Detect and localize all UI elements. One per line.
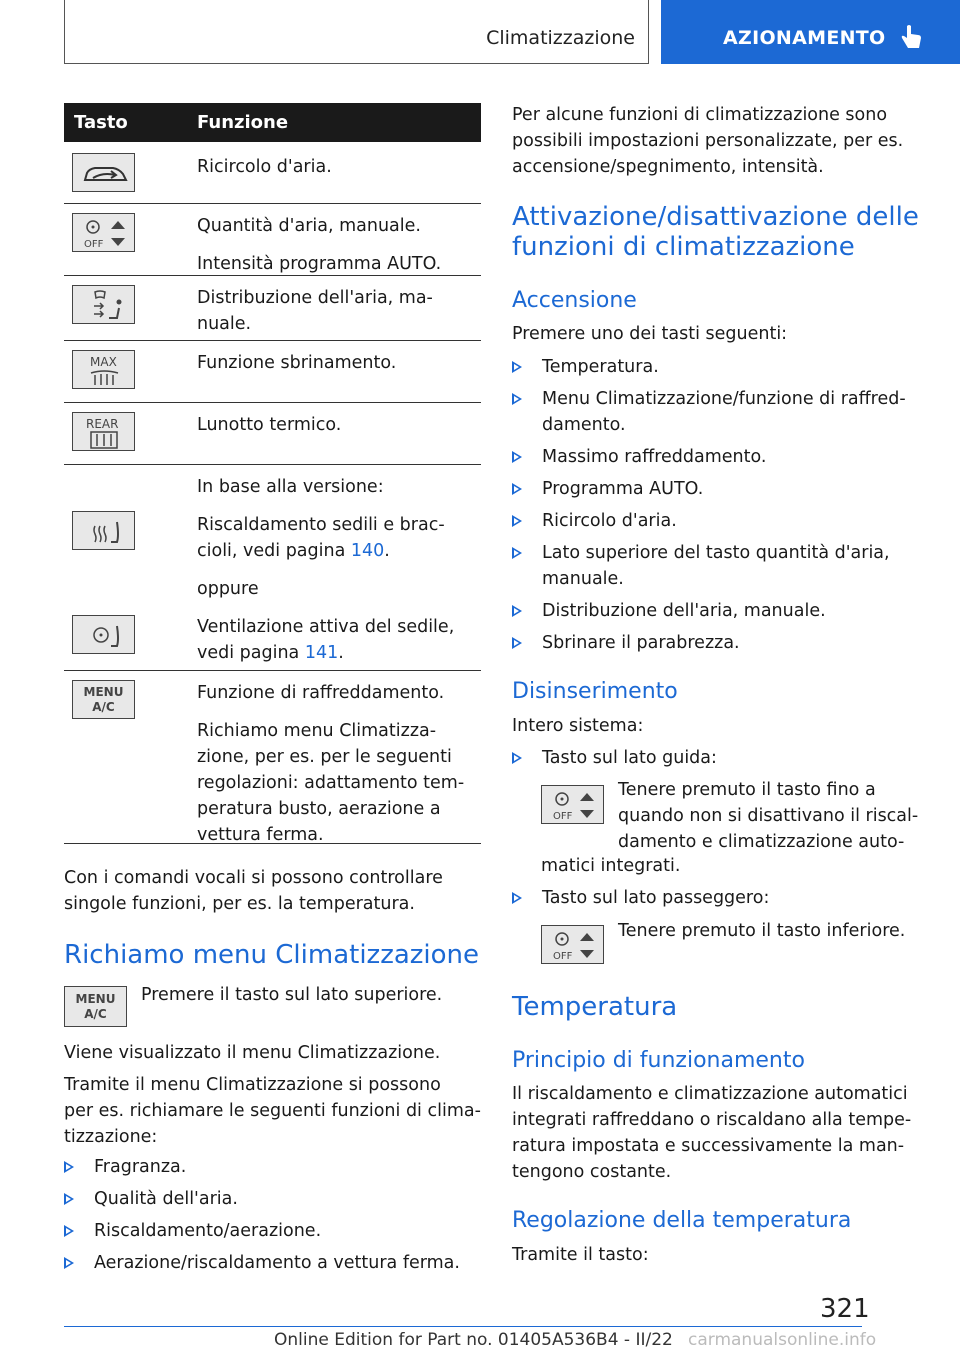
bullet-triangle-icon [512, 547, 522, 559]
list-item-text: Aerazione/riscaldamento a vettura ferma. [94, 1253, 460, 1273]
row-text: Ricircolo d'aria. [197, 157, 332, 177]
list-item-text: Lato superiore del tasto quantità d'aria, manuale. [542, 543, 890, 589]
list-item-text: Menu Climatizzazione/funzione di raffred- damento. [542, 389, 906, 435]
heading-switch-off: Disinserimento [512, 679, 678, 704]
row-text: Funzione di raffreddamento. [197, 683, 445, 703]
row-text [197, 512, 454, 564]
press-one-text: Premere uno dei tasti seguenti: [512, 324, 788, 344]
air-distribution-key [72, 285, 135, 324]
key-label-bottom: A/C [84, 1007, 107, 1021]
punctuation: . [384, 541, 390, 561]
function-table [64, 103, 481, 844]
table-header-key: Tasto [74, 112, 128, 133]
heading-principle: Principio di funzionamento [512, 1048, 805, 1073]
row-text: In base alla versione: [197, 477, 384, 497]
seat-heating-text: Riscaldamento sedili e brac- cioli, vedi pagina [197, 515, 445, 561]
recirculation-key [72, 153, 135, 192]
fan-off-arrows-icon [73, 214, 136, 253]
bullet-triangle-icon [64, 1161, 74, 1173]
bullet-triangle-icon [64, 1257, 74, 1269]
bullet-triangle-icon [512, 605, 522, 617]
heading-regulation: Regolazione della temperatura [512, 1208, 852, 1233]
switch-on-list [512, 354, 932, 662]
whole-system-text: Intero sistema: [512, 716, 644, 736]
fan-off-arrows-icon [542, 786, 605, 825]
list-item-text: Tasto sul lato guida: [542, 748, 717, 768]
header-chapter-tab[interactable] [661, 0, 960, 64]
footer-rule [64, 1326, 862, 1327]
row-text: Lunotto termico. [197, 415, 342, 435]
bullet-triangle-icon [512, 361, 522, 373]
key-label-top: MENU [75, 992, 116, 1006]
rear-defrost-icon [73, 413, 136, 452]
fan-key-driver [541, 785, 604, 824]
list-item [512, 386, 932, 438]
menu-ac-key [64, 986, 127, 1027]
fan-off-arrows-icon [542, 926, 605, 965]
menu-functions-text: Tramite il menu Climatizzazione si possono per es. richiamare le seguenti funzioni di clima- tizzazione: [64, 1075, 481, 1147]
seat-heating-key [72, 511, 135, 550]
row-text: Intensità programma AUTO. [197, 254, 442, 274]
bullet-triangle-icon [512, 892, 522, 904]
svg-text:MAX: MAX [90, 355, 117, 369]
switch-off-list-2 [512, 885, 932, 917]
header-chapter-label: AZIONAMENTO [723, 27, 886, 49]
list-item [512, 885, 932, 911]
list-item [512, 354, 932, 380]
table-row [64, 671, 481, 844]
list-item-text: Programma AUTO. [542, 479, 704, 499]
list-item [64, 1186, 484, 1212]
intro-text: Per alcune funzioni di climatizzazione sono possibili impostazioni personalizzate, per es. accensione/spegnimento, intensità. [512, 105, 904, 177]
list-item [512, 476, 932, 502]
bullet-triangle-icon [512, 451, 522, 463]
svg-text:REAR: REAR [86, 417, 119, 431]
table-row [64, 204, 481, 276]
air-distribution-icon [73, 286, 136, 325]
max-defrost-icon [73, 351, 136, 390]
svg-text:OFF: OFF [84, 239, 104, 250]
list-item [512, 745, 932, 771]
punctuation: . [338, 643, 344, 663]
list-item [64, 1154, 484, 1180]
table-row [64, 142, 481, 204]
switch-off-list [512, 745, 932, 777]
principle-text: Il riscaldamento e climatizzazione automatici integrati raffreddano o riscaldano alla tempe- ratura impostata e successivamente la man- tengono costante. [512, 1084, 912, 1182]
bullet-triangle-icon [512, 515, 522, 527]
list-item-text: Fragranza. [94, 1157, 187, 1177]
list-item [512, 598, 932, 624]
list-item-text: Tasto sul lato passeggero: [542, 888, 770, 908]
key-label-top: MENU [83, 685, 124, 699]
driver-instruction-text: Tenere premuto il tasto fino a quando non si disattivano il riscal- damento e climatizzazione auto- [618, 780, 919, 852]
watermark-text: carmanualsonline.info [688, 1330, 877, 1350]
bullet-triangle-icon [64, 1193, 74, 1205]
list-item [512, 508, 932, 534]
heading-temperature: Temperatura [512, 992, 678, 1022]
seat-heating-icon [73, 512, 136, 551]
driver-instruction-end: matici integrati. [541, 856, 681, 876]
header-rule-left [64, 0, 65, 64]
row-text: Funzione sbrinamento. [197, 353, 397, 373]
row-text: Distribuzione dell'aria, ma- nuale. [197, 288, 433, 334]
table-header [64, 103, 481, 142]
bullet-triangle-icon [512, 393, 522, 405]
list-item-text: Qualità dell'aria. [94, 1189, 238, 1209]
page-link-141[interactable]: 141 [304, 643, 339, 663]
seat-ventilation-text: Ventilazione attiva del sedile, vedi pagina [197, 617, 455, 663]
row-text [197, 614, 454, 666]
seat-ventilation-key [72, 615, 135, 654]
list-item [512, 630, 932, 656]
list-item-text: Sbrinare il parabrezza. [542, 633, 740, 653]
table-row [64, 403, 481, 465]
seat-ventilation-icon [73, 616, 136, 655]
svg-text:OFF: OFF [553, 811, 573, 822]
menu-ac-key [72, 680, 135, 719]
page-number: 321 [820, 1294, 870, 1324]
menu-shown-text: Viene visualizzato il menu Climatizzazione. [64, 1043, 441, 1063]
heading-activation: Attivazione/disattivazione delle funzioni di climatizzazione [512, 202, 919, 262]
hand-pointer-icon [899, 24, 923, 52]
fan-key-passenger [541, 925, 604, 964]
list-item-text: Ricircolo d'aria. [542, 511, 677, 531]
edition-text: Online Edition for Part no. 01405A536B4 - II/22 [274, 1330, 673, 1350]
bullet-triangle-icon [64, 1225, 74, 1237]
list-item [64, 1250, 484, 1276]
list-item-text: Temperatura. [542, 357, 659, 377]
bullet-triangle-icon [512, 752, 522, 764]
svg-text:OFF: OFF [553, 951, 573, 962]
table-row [64, 276, 481, 341]
passenger-instruction-text: Tenere premuto il tasto inferiore. [618, 921, 906, 941]
air-quantity-key [72, 213, 135, 252]
voice-control-text: Con i comandi vocali si possono controllare singole funzioni, per es. la temperatura. [64, 868, 443, 914]
heading-switch-on: Accensione [512, 288, 637, 313]
max-defrost-key [72, 350, 135, 389]
bullet-triangle-icon [512, 637, 522, 649]
list-item-text: Riscaldamento/aerazione. [94, 1221, 322, 1241]
row-text: oppure [197, 579, 259, 599]
page-link-140[interactable]: 140 [350, 541, 385, 561]
list-item [64, 1218, 484, 1244]
heading-menu-climate: Richiamo menu Climatizzazione [64, 940, 480, 970]
menu-function-list [64, 1154, 484, 1282]
list-item [512, 444, 932, 470]
header-rule-right [648, 0, 649, 64]
rear-defrost-key [72, 412, 135, 451]
list-item-text: Massimo raffreddamento. [542, 447, 767, 467]
row-text: Richiamo menu Climatizza- zione, per es. per le seguenti regolazioni: adattamento tem- peratura busto, aerazione a vettura ferma. [197, 721, 465, 845]
via-key-text: Tramite il tasto: [512, 1245, 649, 1265]
header-section-title: Climatizzazione [486, 27, 635, 49]
header-rule-bottom [64, 63, 649, 64]
row-text: Quantità d'aria, manuale. [197, 216, 421, 236]
bullet-triangle-icon [512, 483, 522, 495]
air-recirculation-icon [73, 154, 136, 193]
list-item-text: Distribuzione dell'aria, manuale. [542, 601, 826, 621]
list-item [512, 540, 932, 592]
table-header-function: Funzione [197, 112, 289, 133]
table-row [64, 341, 481, 403]
table-row [64, 465, 481, 671]
press-upper-text: Premere il tasto sul lato superiore. [141, 985, 443, 1005]
key-label-bottom: A/C [92, 700, 115, 714]
